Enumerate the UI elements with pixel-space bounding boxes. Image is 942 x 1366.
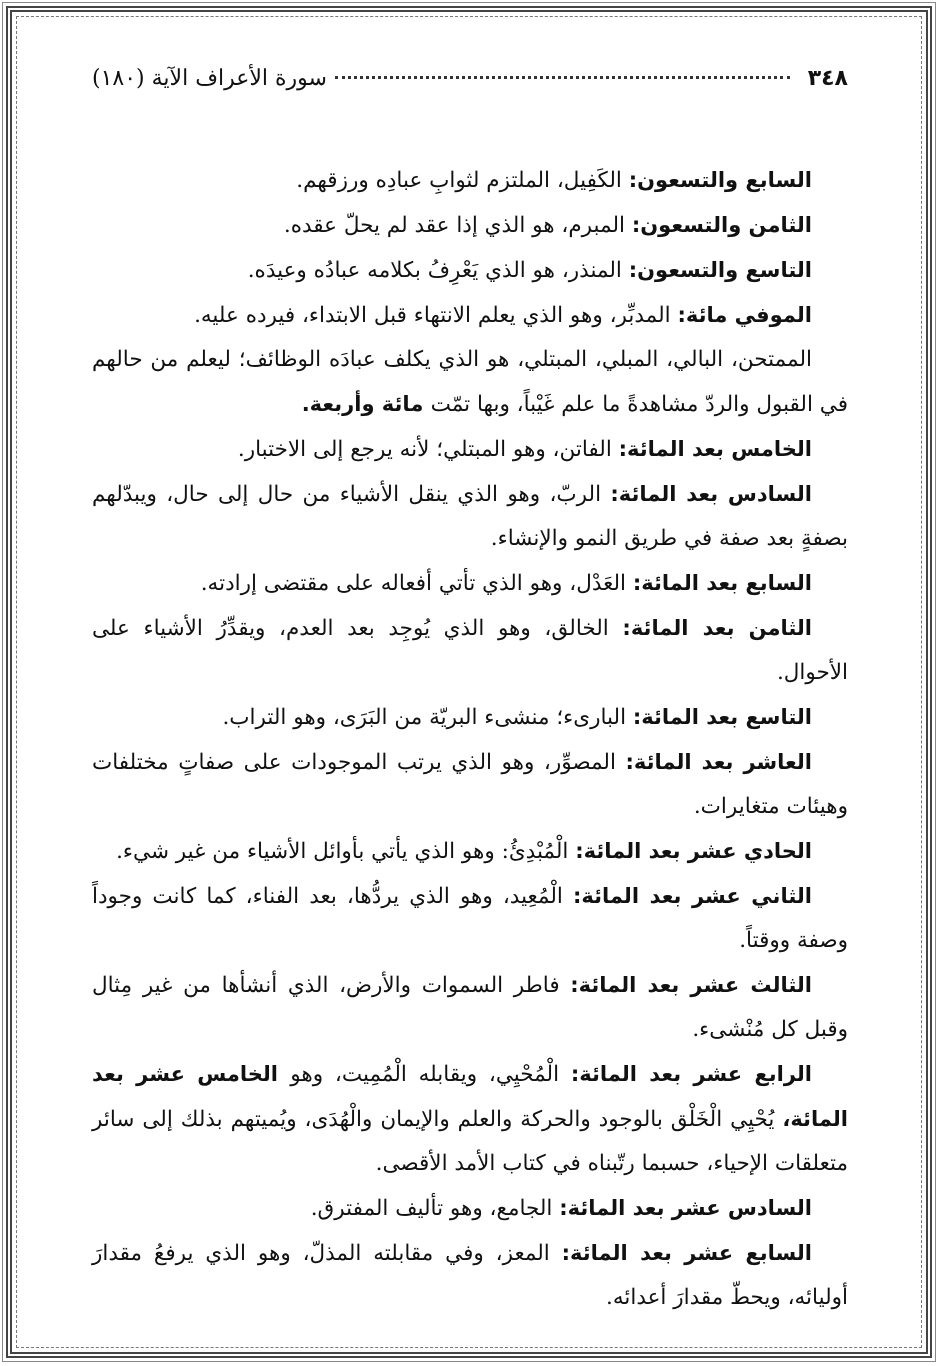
entry-label: الثامن والتسعون: [631, 213, 812, 237]
entry-label: الرابع عشر بعد المائة: [570, 1062, 813, 1086]
entry-label: السادس عشر بعد المائة: [559, 1196, 812, 1220]
entry-117 [92, 1231, 848, 1320]
entry-105 [92, 427, 848, 472]
entry-116 [92, 1186, 848, 1231]
entry-text: الْمُبْدِئُ: وهو الذي يأتي بأوائل الأشياء من غير شيء. [116, 839, 576, 864]
header-dot-leader [335, 76, 790, 79]
entry-97 [92, 158, 848, 203]
entry-text: البارىء؛ منشىء البريّة من البَرَى، وهو التراب. [222, 705, 633, 730]
entry-text: المصوِّر، وهو الذي يرتب الموجودات على صفاتٍ مختلفات وهيئات متغايرات. [92, 750, 848, 819]
page-number: ٣٤٨ [807, 66, 848, 91]
entry-text: المعز، وفي مقابلته المذلّ، وهو الذي يرفعُ مقدارَ أوليائه، ويحطّ مقدارَ أعدائه. [92, 1241, 848, 1310]
entry-label: التاسع والتسعون: [628, 258, 812, 282]
entry-emphasis: الخامس عشر بعد المائة، [92, 1062, 848, 1131]
entry-110 [92, 740, 848, 829]
entry-label: الخامس بعد المائة: [618, 437, 812, 461]
entry-99 [92, 248, 848, 293]
entry-emphasis: مائة وأربعة. [301, 392, 431, 416]
entry-text: الممتحن، البالي، المبلي، المبتلي، هو الذي يكلف عبادَه الوظائف؛ ليعلم من حالهم في القبول والردّ مشاهدةً ما علم غَيْباً، وبها تمّت [92, 347, 848, 417]
entry-label: الحادي عشر بعد المائة: [575, 839, 812, 863]
entry-109 [92, 695, 848, 740]
entry-101-104 [92, 338, 848, 427]
entry-text: المدبِّر، وهو الذي يعلم الانتهاء قبل الابتداء، فيرده عليه. [194, 303, 678, 328]
entry-label: التاسع بعد المائة: [632, 705, 812, 729]
entry-label: الثاني عشر بعد المائة: [572, 884, 812, 908]
entry-label: السادس بعد المائة: [610, 482, 812, 506]
entry-text: المنذر، هو الذي يَعْرِفُ بكلامه عبادُه وعيدَه. [247, 258, 629, 283]
entry-text: المبرم، هو الذي إذا عقد لم يحلّ عقده. [283, 213, 632, 238]
entry-label: الموفي مائة: [677, 303, 812, 327]
entry-text: الْمُعِيد، وهو الذي يردُّها، بعد الفناء، كما كانت وجوداً وصفة ووقتاً. [92, 884, 848, 953]
header-title: سورة الأعراف الآية (١٨٠) [92, 66, 327, 91]
entry-label: الثالث عشر بعد المائة: [570, 973, 812, 997]
entry-text: الخالق، وهو الذي يُوجِد بعد العدم، ويقدِّرُ الأشياء على الأحوال. [92, 616, 848, 685]
entries-list [92, 158, 848, 1320]
entry-label: السابع عشر بعد المائة: [561, 1241, 812, 1265]
entry-114-115 [92, 1052, 848, 1186]
entry-label: العاشر بعد المائة: [625, 750, 812, 774]
document-page [92, 66, 848, 1320]
entry-111 [92, 829, 848, 874]
entry-106 [92, 472, 848, 561]
entry-text: الجامع، وهو تأليف المفترق. [310, 1196, 560, 1221]
running-header [92, 66, 848, 110]
entry-label: الثامن بعد المائة: [622, 616, 813, 640]
entry-text: الفاتن، وهو المبتلي؛ لأنه يرجع إلى الاختبار. [237, 437, 619, 462]
entry-text: الربّ، وهو الذي ينقل الأشياء من حال إلى حال، ويبدّلهم بصفةٍ بعد صفة في طريق النمو والإنشاء. [92, 482, 848, 551]
entry-text: فاطر السموات والأرض، الذي أنشأها من غير مِثال وقبل كل مُنْشىء. [92, 973, 848, 1042]
entry-text: العَدْل، وهو الذي تأتي أفعاله على مقتضى إرادته. [200, 571, 633, 596]
entry-label: السابع والتسعون: [628, 168, 812, 192]
entry-100 [92, 293, 848, 338]
entry-113 [92, 963, 848, 1052]
entry-98 [92, 203, 848, 248]
entry-text-continued: يُحْيِي الْخَلْق بالوجود والحركة والعلم والإيمان والْهُدَى، ويُميتهم بذلك إلى سائر متعلقات الإحياء، حسبما رتّبناه في كتاب الأمد الأقصى. [92, 1107, 848, 1176]
entry-label: السابع بعد المائة: [632, 571, 812, 595]
entry-text: الْمُحْيِي، ويقابله الْمُمِيت، وهو [290, 1062, 571, 1087]
entry-108 [92, 606, 848, 695]
entry-text: الكَفِيل، الملتزم لثوابِ عبادِه ورزقهم. [296, 168, 629, 193]
entry-107 [92, 561, 848, 606]
entry-112 [92, 874, 848, 963]
